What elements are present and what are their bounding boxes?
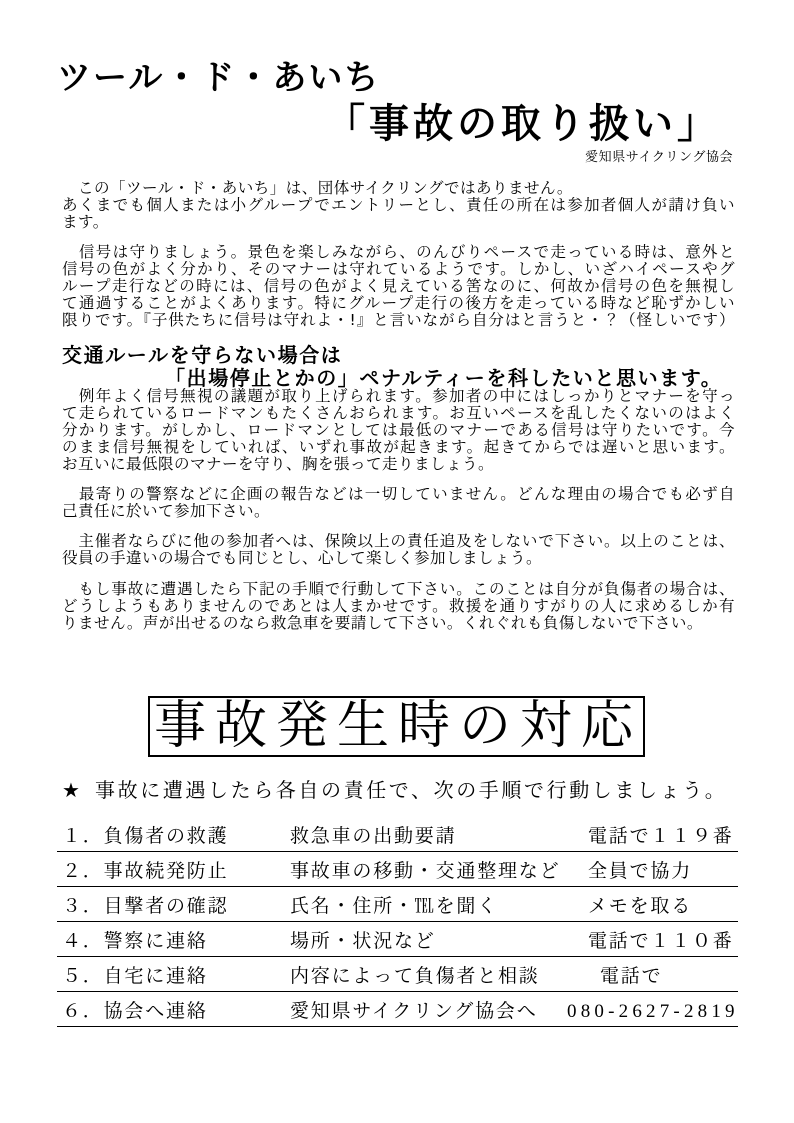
step-action: 愛知県サイクリング協会へ: [290, 1001, 538, 1022]
document-title: ツール・ド・あいち: [57, 58, 381, 98]
step-contact: 全員で協力: [588, 861, 693, 882]
text-line: 最寄りの警察などに企画の報告などは一切していません。どんな理由の場合でも必ず自: [62, 486, 735, 503]
step-contact: 電話で１１０番: [588, 931, 734, 952]
penalty-statement: 「出場停止とかの」ペナルティーを科したいと思います。: [165, 366, 723, 390]
document-subtitle: 「事故の取り扱い」: [325, 101, 721, 147]
step-contact: 電話で１１９番: [588, 826, 734, 847]
text-line: 分かります。がしかし、ロードマンとしては最低のマナーである信号は守りたいです。今: [62, 422, 735, 439]
step-contact: 電話で: [600, 966, 663, 987]
text-line: 限りです。『子供たちに信号は守れよ・!』と言いながら自分はと言うと・？（怪しいです）: [62, 312, 735, 329]
step-row: [57, 957, 738, 992]
step-contact: メモを取る: [588, 896, 693, 917]
response-steps-table: [57, 817, 738, 1027]
organization-name: 愛知県サイクリング協会: [585, 150, 734, 165]
step-label: ５．自宅に連絡: [62, 966, 208, 987]
text-line: 主催者ならびに他の参加者へは、保険以上の責任追及をしないで下さい。以上のことは、: [62, 533, 735, 550]
text-line: て走られているロードマンもたくさんおられます。お互いペースを乱したくないのはよく: [62, 405, 735, 422]
step-label: ２．事故続発防止: [62, 861, 229, 882]
step-row: [57, 817, 738, 852]
response-title: 事故発生時の対応: [154, 696, 643, 756]
text-line: 役員の手違いの場合でも同じとし、心して楽しく参加しましょう。: [62, 550, 543, 567]
text-line: のまま信号無視をしていれば、いずれ事故が起きます。起きてからでは遅いと思います。: [62, 439, 735, 456]
instruction-line: [62, 779, 727, 801]
text-line: どうしようもありませんのであとは人まかせです。救援を通りすがりの人に求めるしか有: [62, 598, 735, 615]
step-action: 氏名・住所・℡を聞く: [290, 896, 499, 917]
intro-paragraph: [62, 180, 735, 231]
step-row: [57, 887, 738, 922]
penalty-heading: 交通ルールを守らない場合は: [62, 343, 343, 367]
step-label: ６．協会へ連絡: [62, 1001, 208, 1022]
text-line: あくまでも個人または小グループでエントリーとし、責任の所在は参加者個人が請け負い: [62, 197, 735, 214]
text-line: て通過することがよくあります。特にグループ走行の後方を走っている時など恥ずかしい: [62, 295, 735, 312]
response-title-box: [148, 696, 645, 757]
star-icon: ★: [62, 778, 80, 802]
step-label: ３．目撃者の確認: [62, 896, 229, 917]
phone-number: 080-2627-2819: [567, 1001, 739, 1022]
step-action: 場所・状況など: [290, 931, 436, 952]
text-line: もし事故に遭遇したら下記の手順で行動して下さい。このことは自分が負傷者の場合は、: [62, 581, 735, 598]
step-row: [57, 992, 738, 1027]
step-action: 救急車の出動要請: [290, 826, 457, 847]
text-line: 信号は守りましょう。景色を楽しみながら、のんびりペースで走っている時は、意外と: [62, 244, 735, 261]
text-line: りません。声が出せるのなら救急車を要請して下さい。くれぐれも負傷しないで下さい。: [62, 615, 703, 632]
step-label: ４．警察に連絡: [62, 931, 208, 952]
detail-paragraph: [62, 486, 735, 520]
text-line: お互いに最低限のマナーを守り、胸を張って走りましょう。: [62, 456, 495, 473]
instruction-text: 事故に遭遇したら各自の責任で、次の手順で行動しましょう。: [95, 778, 728, 802]
detail-paragraph: [62, 388, 735, 473]
step-label: １．負傷者の救護: [62, 826, 229, 847]
step-row: [57, 852, 738, 887]
text-line: この「ツール・ド・あいち」は、団体サイクリングではありません。: [62, 180, 573, 197]
detail-paragraph: [62, 533, 735, 567]
text-line: ます。: [62, 214, 109, 231]
step-row: [57, 922, 738, 957]
text-line: 信号の色がよく分かり、そのマナーは守れているようです。しかし、いざハイペースやグ: [62, 261, 735, 278]
step-action: 事故車の移動・交通整理など: [290, 861, 561, 882]
text-line: ループ走行などの時には、信号の色がよく見えている筈なのに、何故か信号の色を無視し: [62, 278, 735, 295]
text-line: 例年よく信号無視の議題が取り上げられます。参加者の中にはしっかりとマナーを守っ: [62, 388, 735, 405]
intro-paragraph: [62, 244, 735, 329]
text-line: 己責任に於いて参加下さい。: [62, 503, 271, 520]
detail-paragraph: [62, 581, 735, 632]
step-action: 内容によって負傷者と相談: [290, 966, 540, 987]
